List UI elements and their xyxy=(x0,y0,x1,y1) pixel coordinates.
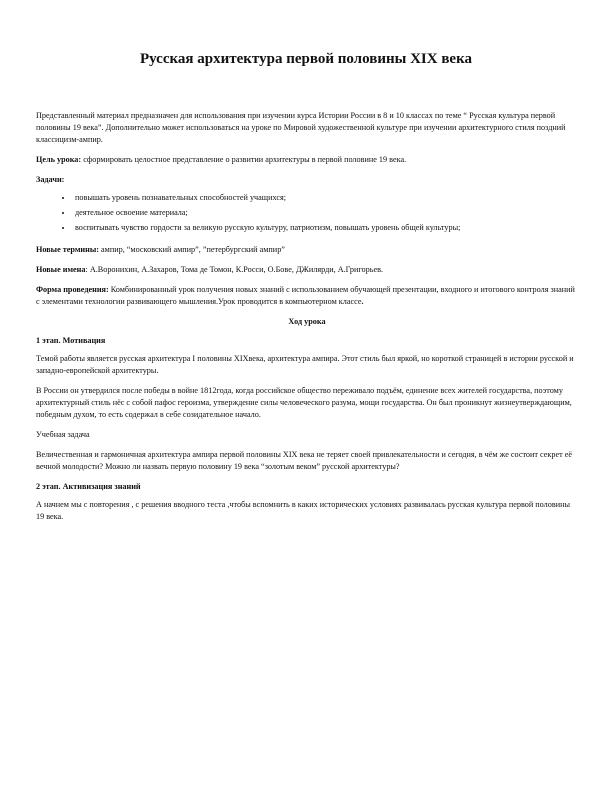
learning-task-label: Учебная задача xyxy=(36,430,90,439)
tasks-label: Задачи: xyxy=(36,175,65,184)
new-names-text: : А.Воронихин, А.Захаров, Тома де Томон, К.Росси, О.Бове, ДЖилярди, А.Григорьев. xyxy=(85,265,384,274)
new-names xyxy=(36,264,578,276)
lesson-form xyxy=(36,284,578,308)
goal-label: Цель урока: xyxy=(36,155,82,164)
stage1-paragraph-2: В России он утвердился после победы в войне 1812года, когда российское общество переживало подъём, единение всех жителей государства, поэтому архитектурный стиль нёс с собой пафос героизма, утверждение силы человеческого разума, мощи государства. Он был проникнут жизнеутверждающим, победным духом, то есть содержал в себе созидательное начало. xyxy=(36,386,572,419)
new-terms-text: ампир, “московский ампир”, ”петербургский ампир” xyxy=(98,245,285,254)
new-terms-label: Новые термины: xyxy=(36,245,99,254)
page-title: Русская архитектура первой половины XIX века xyxy=(139,51,472,67)
lesson-goal xyxy=(36,154,578,166)
form-text: Комбинированный урок получения новых знаний с использованием обучающей презентации, входного и итогового контроля знаний с элементами технологии развивающего мышления.Урок проводится в компьютерном классе xyxy=(36,285,575,306)
list-item: • повышать уровень познавательных способностей учащихся; xyxy=(73,192,578,204)
form-end: . xyxy=(361,297,364,306)
stage2-heading: 2 этап. Активизация знаний xyxy=(36,482,141,491)
stage1-heading: 1 этап. Мотивация xyxy=(36,336,106,345)
tasks-list xyxy=(36,192,578,234)
new-terms xyxy=(36,244,578,256)
intro-paragraph: Представленный материал предназначен для использования при изучении курса Истории России в 8 и 10 классах по теме “ Русская культура первой половины 19 века”. Дополнительно может использоваться на уроке по Мировой художественной культуре при изучении архитектурного стиля поздний классицизм-ампир. xyxy=(36,111,566,144)
new-names-label: Новые имена xyxy=(36,265,86,274)
stage1-paragraph-1: Темой работы является русская архитектура I половины XIXвека, архитектура ампира. Этот стиль был яркой, но короткой страницей в истории русской и западно-европейской архитектуры. xyxy=(36,354,574,375)
lesson-heading: Ход урока xyxy=(288,317,326,326)
document-body xyxy=(36,110,578,531)
list-item: • деятельное освоение материала; xyxy=(73,207,578,219)
stage1-paragraph-3: Величественная и гармоничная архитектура ампира первой половины XIX века не теряет своей привлекательности и сегодня, в чём же состоит секрет её вечной молодости? Можно ли назвать первую половину 19 века “золотым веком” русской архитектуры? xyxy=(36,450,572,471)
goal-text: сформировать целостное представление о развитии архитектуры в первой половине 19 века. xyxy=(81,155,407,164)
form-label: Форма проведения: xyxy=(36,285,109,294)
list-item: • воспитывать чувство гордости за великую русскую культуру, патриотизм, повышать уровень общей культуры; xyxy=(73,222,578,234)
stage2-paragraph-1: А начнем мы с повторения , с решения вводного теста ,чтобы вспомнить в каких исторических условиях развивалась русская культура первой половины 19 века. xyxy=(36,500,570,521)
